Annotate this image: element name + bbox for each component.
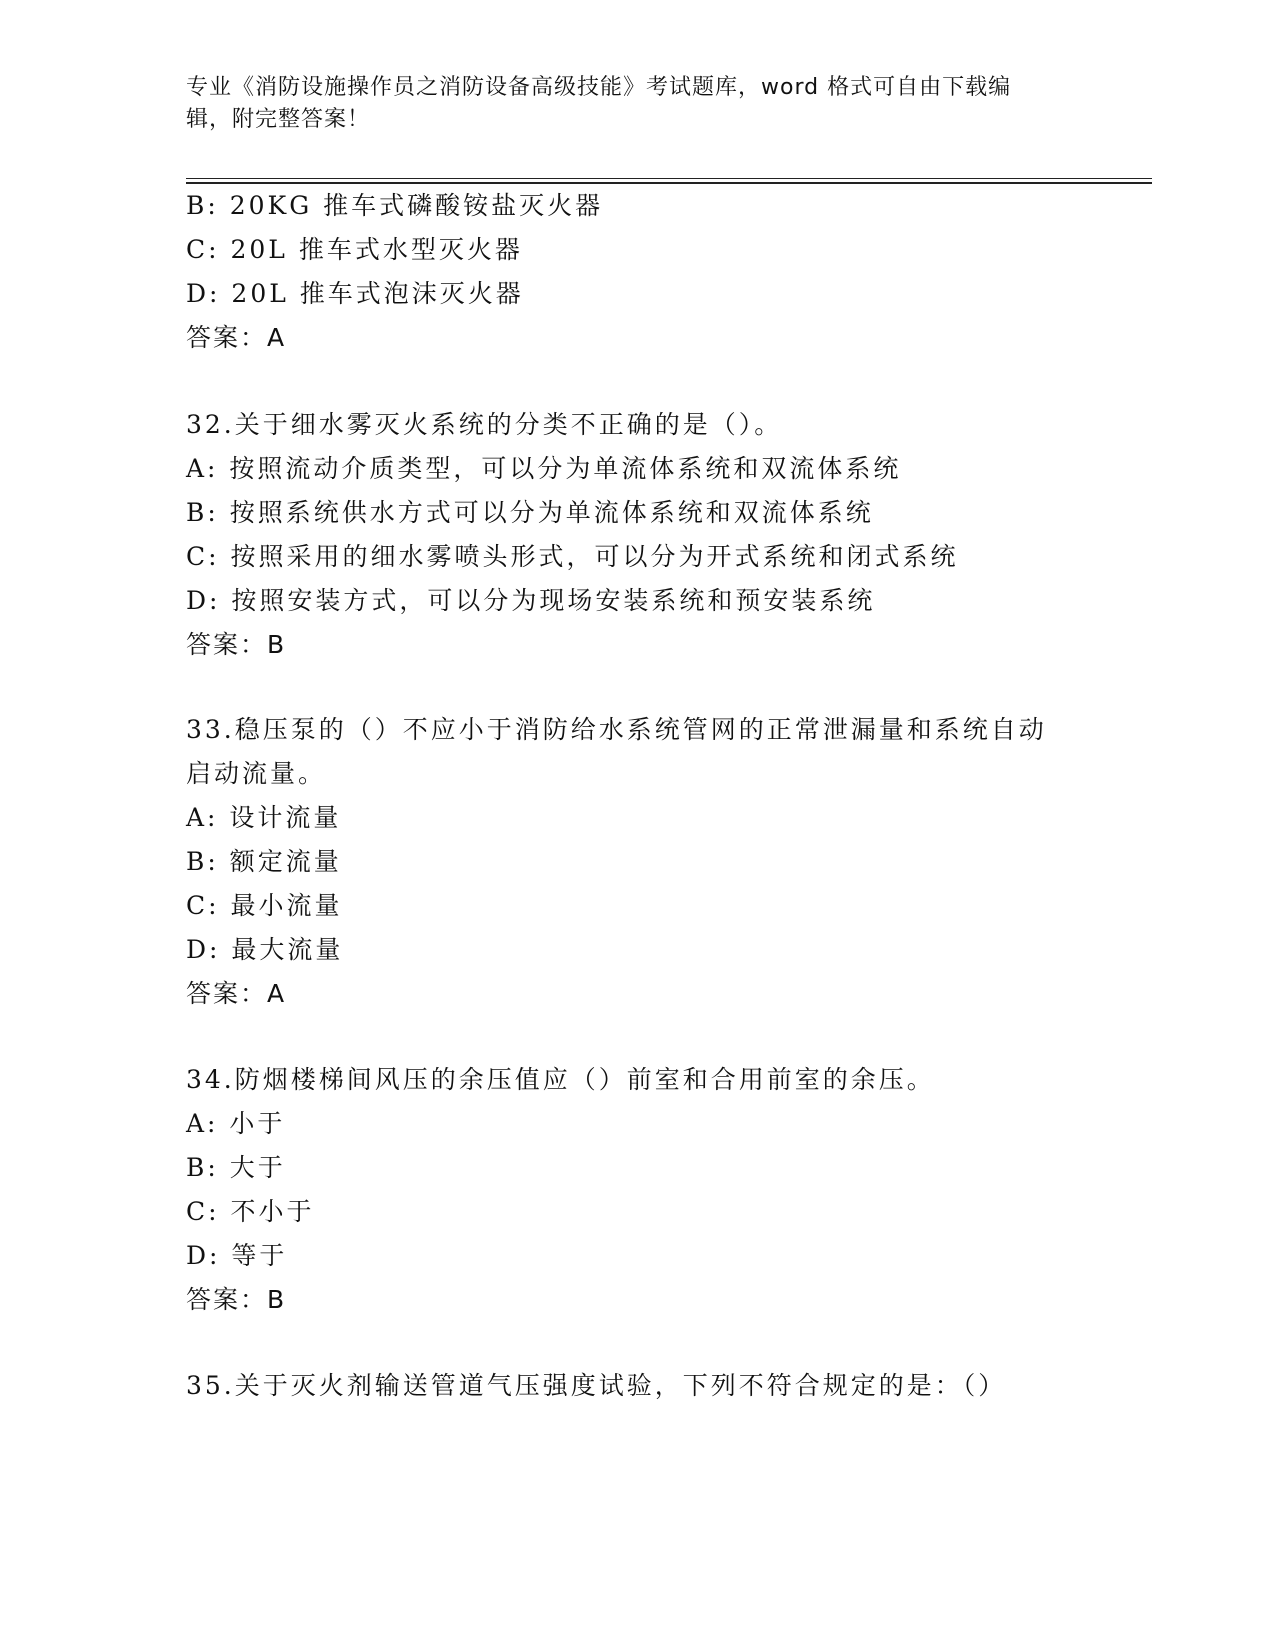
q34-option-a: A: 小于 bbox=[186, 1109, 286, 1138]
q32-option-d: D: 按照安装方式，可以分为现场安装系统和预安装系统 bbox=[186, 586, 876, 615]
q33-stem-line-1: 33.稳压泵的（）不应小于消防给水系统管网的正常泄漏量和系统自动 bbox=[186, 715, 1047, 744]
q32-option-a: A: 按照流动介质类型，可以分为单流体系统和双流体系统 bbox=[186, 454, 902, 483]
q33-option-b: B: 额定流量 bbox=[186, 847, 342, 876]
q33-stem-line-2: 启动流量。 bbox=[186, 759, 327, 788]
q31-answer: 答案：A bbox=[186, 323, 287, 352]
q32-option-c: C: 按照采用的细水雾喷头形式，可以分为开式系统和闭式系统 bbox=[186, 542, 959, 571]
header-line-1: 专业《消防设施操作员之消防设备高级技能》考试题库，word 格式可自由下载编 bbox=[186, 75, 1012, 100]
q34-answer: 答案：B bbox=[186, 1285, 287, 1314]
q32-stem: 32.关于细水雾灭火系统的分类不正确的是（）。 bbox=[186, 410, 783, 439]
q32-option-b: B: 按照系统供水方式可以分为单流体系统和双流体系统 bbox=[186, 498, 874, 527]
q35-stem: 35.关于灭火剂输送管道气压强度试验，下列不符合规定的是：（） bbox=[186, 1371, 1007, 1400]
header-divider-thin bbox=[186, 178, 1152, 179]
header-divider-thick bbox=[186, 182, 1152, 184]
q31-option-d: D: 20L 推车式泡沫灭火器 bbox=[186, 279, 524, 308]
q32-answer: 答案：B bbox=[186, 630, 287, 659]
document-header bbox=[186, 72, 1066, 136]
header-line-2: 辑，附完整答案！ bbox=[186, 107, 371, 132]
q34-stem: 34.防烟楼梯间风压的余压值应（）前室和合用前室的余压。 bbox=[186, 1065, 935, 1094]
q34-option-c: C: 不小于 bbox=[186, 1197, 315, 1226]
q33-option-c: C: 最小流量 bbox=[186, 891, 343, 920]
q33-answer: 答案：A bbox=[186, 979, 287, 1008]
q33-option-a: A: 设计流量 bbox=[186, 803, 342, 832]
q33-option-d: D: 最大流量 bbox=[186, 935, 344, 964]
q34-option-b: B: 大于 bbox=[186, 1153, 286, 1182]
q34-option-d: D: 等于 bbox=[186, 1241, 288, 1270]
q31-option-b: B: 20KG 推车式磷酸铵盐灭火器 bbox=[186, 191, 604, 220]
q31-option-c: C: 20L 推车式水型灭火器 bbox=[186, 235, 523, 264]
